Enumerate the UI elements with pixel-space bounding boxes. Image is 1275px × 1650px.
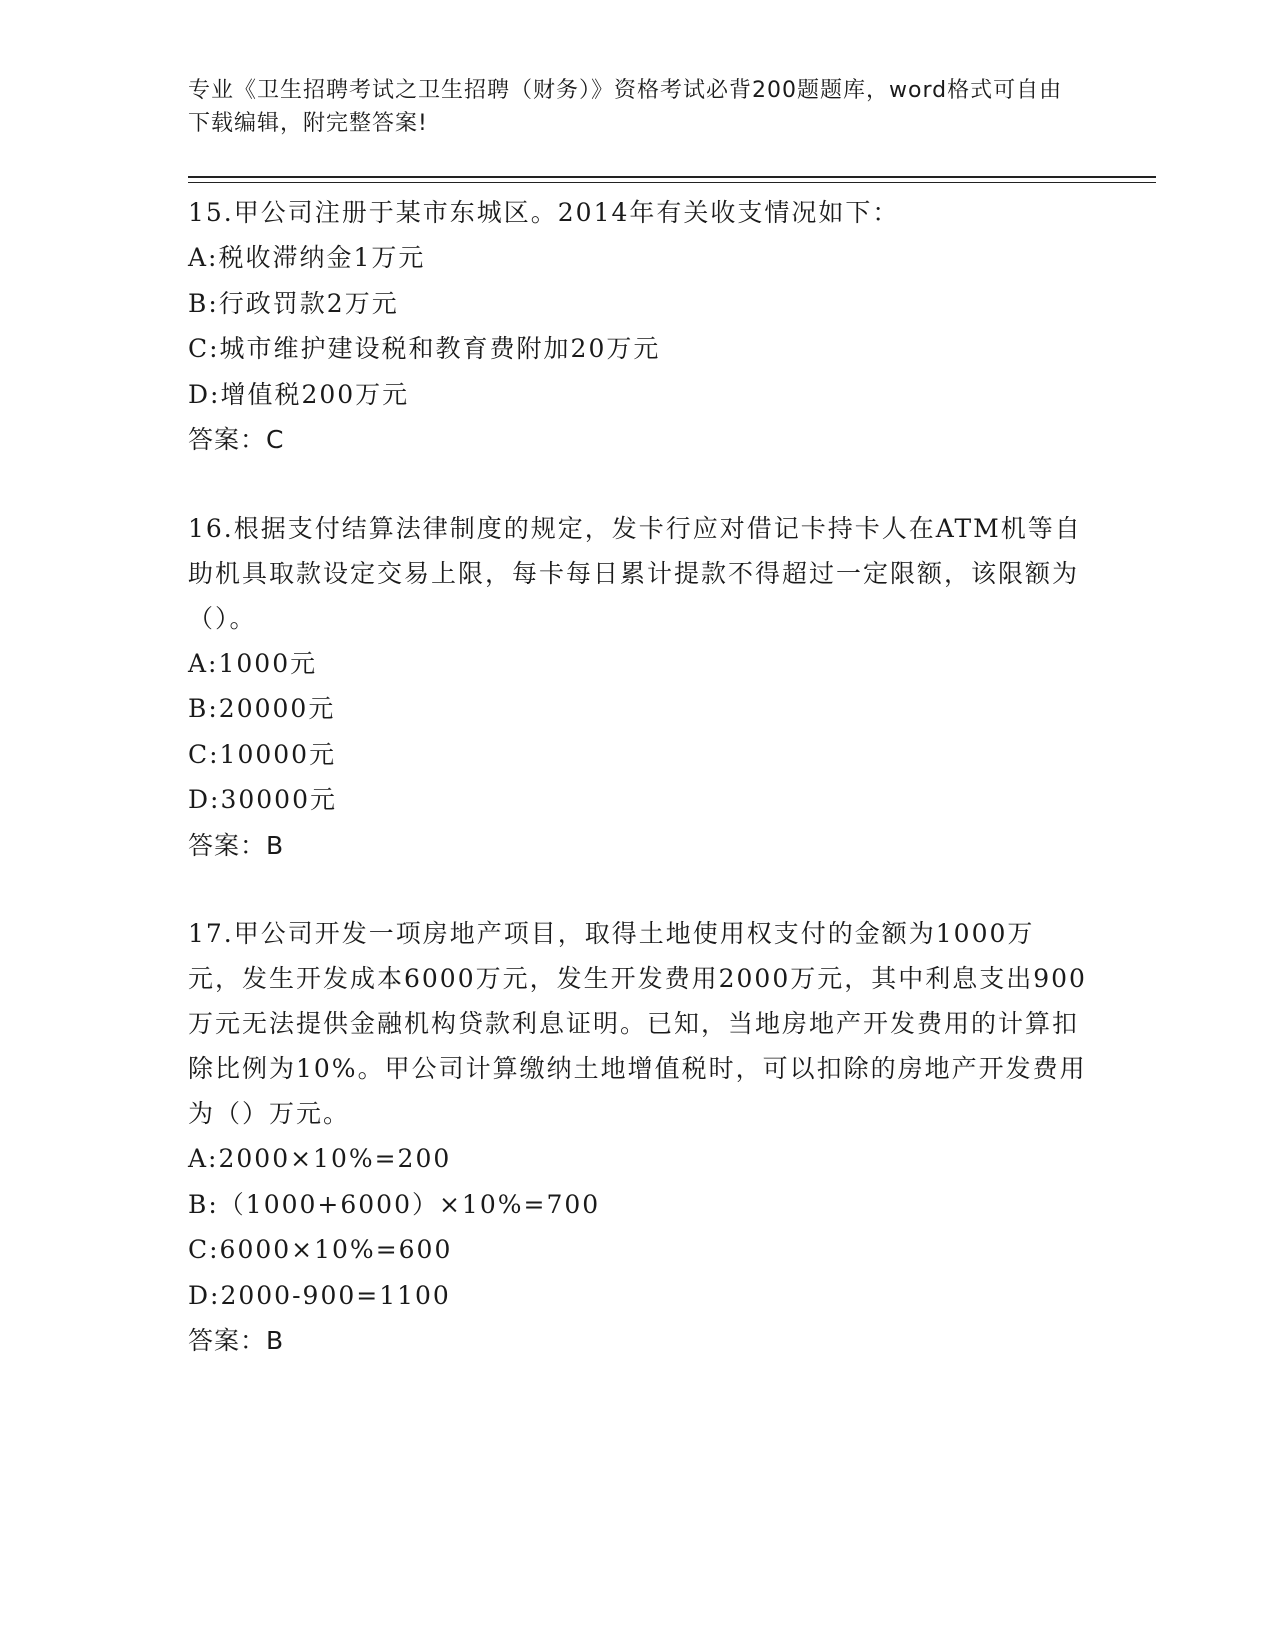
question-stem: 15.甲公司注册于某市东城区。2014年有关收支情况如下： — [188, 198, 900, 227]
option-a: A:1000元 — [188, 648, 318, 678]
answer-line: 答案：C — [188, 425, 285, 454]
header-divider-thick — [188, 176, 1156, 178]
option-c: C:6000×10%=600 — [188, 1235, 453, 1264]
question-stem: 16.根据支付结算法律制度的规定，发卡行应对借记卡持卡人在ATM机等自助机具取款设定交易上限，每卡每日累计提款不得超过一定限额，该限额为（）。 — [188, 513, 1082, 633]
option-b: B:（1000+6000）×10%=700 — [188, 1189, 601, 1219]
option-d: D:30000元 — [188, 785, 337, 814]
option-c: C:10000元 — [188, 739, 337, 769]
question-16 — [188, 506, 1088, 869]
answer-line: 答案：B — [188, 1326, 285, 1355]
option-a: A:2000×10%=200 — [188, 1144, 452, 1173]
question-list — [188, 190, 1088, 1407]
option-c: C:城市维护建设税和教育费附加20万元 — [188, 334, 661, 363]
document-header: 专业《卫生招聘考试之卫生招聘（财务）》资格考试必背200题题库，word格式可自由下载编辑，附完整答案! — [188, 78, 1063, 136]
question-stem: 17.甲公司开发一项房地产项目，取得土地使用权支付的金额为1000万元，发生开发成本6000万元，发生开发费用2000万元，其中利息支出900万元无法提供金融机构贷款利息证明。已知，当地房地产开发费用的计算扣除比例为10%。甲公司计算缴纳土地增值税时，可以扣除的房地产开发费用为（）万元。 — [188, 919, 1087, 1128]
question-15 — [188, 190, 1088, 463]
option-d: D:增值税200万元 — [188, 379, 410, 409]
question-17 — [188, 911, 1088, 1364]
option-d: D:2000-900=1100 — [188, 1280, 451, 1310]
option-a: A:税收滞纳金1万元 — [188, 243, 426, 272]
option-b: B:行政罚款2万元 — [188, 288, 399, 318]
header-divider-thin — [188, 182, 1156, 183]
answer-line: 答案：B — [188, 830, 285, 860]
option-b: B:20000元 — [188, 694, 336, 723]
